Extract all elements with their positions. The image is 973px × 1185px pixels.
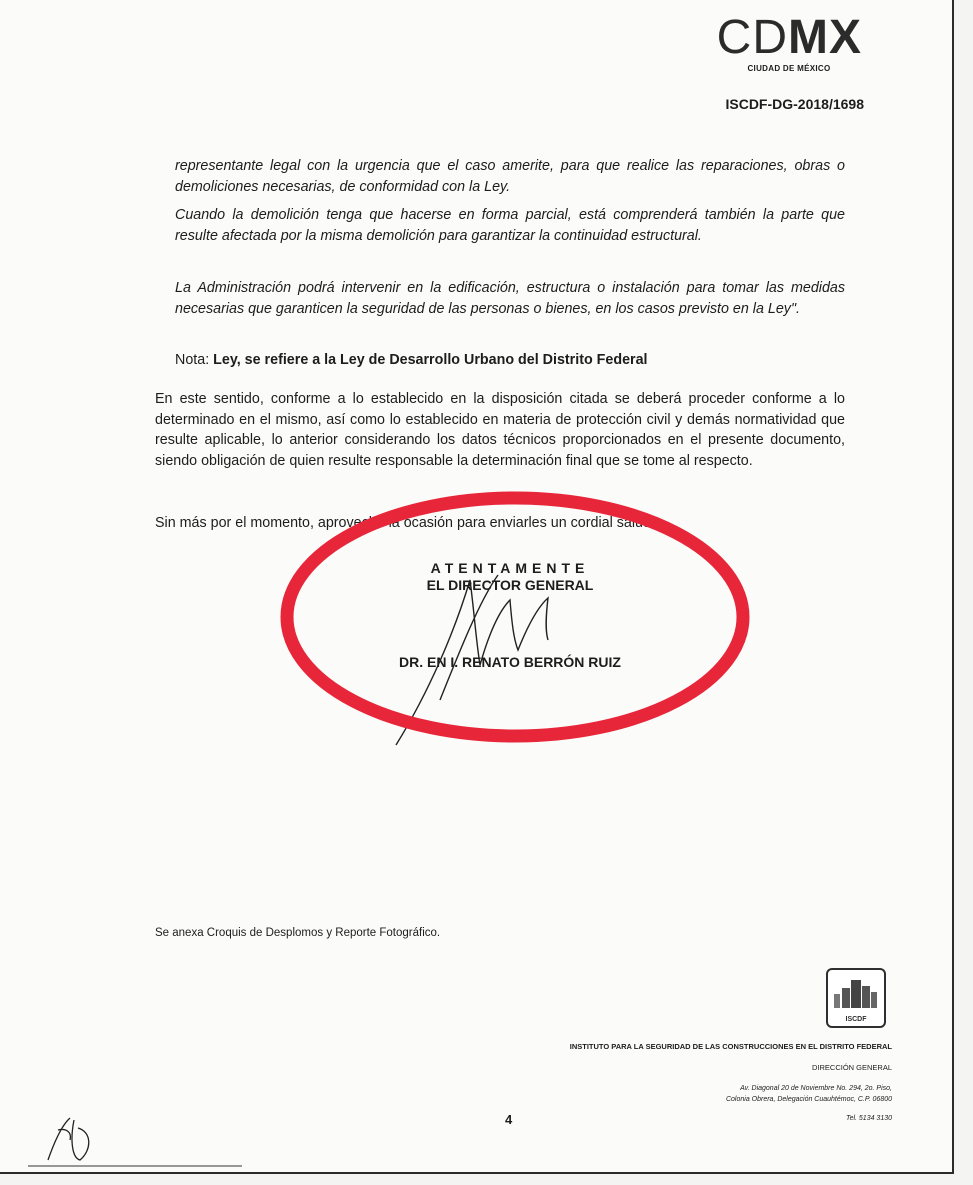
logo-wordmark xyxy=(686,11,862,64)
phone-number: Tel. 5134 3130 xyxy=(845,1115,892,1122)
quoted-paragraph-1: representante legal con la urgencia que el caso amerite, para que realice las reparaciones, obras o demoliciones necesarias, de conformidad con la Ley. xyxy=(175,158,845,195)
document-reference: ISCDF-DG-2018/1698 xyxy=(725,96,864,112)
institute-name: INSTITUTO PARA LA SEGURIDAD DE LAS CONSTRUCCIONES EN EL DISTRITO FEDERAL xyxy=(569,1042,892,1051)
address-line-1: Av. Diagonal 20 de Noviembre No. 294, 2o. Piso, xyxy=(740,1085,892,1092)
quoted-paragraph-3: La Administración podrá intervenir en la edificación, estructura o instalación para tomar las medidas necesarias que garanticen la seguridad de las personas o bienes, en los casos previsto en la Ley". xyxy=(175,280,845,317)
building-icon xyxy=(828,970,884,1014)
department-name: DIRECCIÓN GENERAL xyxy=(811,1063,892,1072)
signer-title: EL DIRECTOR GENERAL xyxy=(426,577,594,593)
note-label: Nota: xyxy=(175,352,210,368)
iscdf-seal-logo xyxy=(826,968,886,1028)
annex-note: Se anexa Croquis de Desplomos y Reporte Fotográfico. xyxy=(155,927,441,939)
note xyxy=(175,352,845,368)
logo-part-cd: CD xyxy=(716,11,788,64)
note-text: Ley, se refiere a la Ley de Desarrollo Urbano del Distrito Federal xyxy=(213,352,648,368)
seal-label: ISCDF xyxy=(845,1016,867,1023)
cdmx-logo xyxy=(686,11,862,73)
quoted-paragraph-2: Cuando la demolición tenga que hacerse en forma parcial, está comprenderá también la parte que resulte afectada por la misma demolición para garantizar la continuidad estructural. xyxy=(175,207,845,244)
main-paragraph: En este sentido, conforme a lo establecido en la disposición citada se deberá proceder conforme a lo determinado en el mismo, así como lo establecido en materia de protección civil y demás normatividad que resulte aplicable, lo anterior considerando los datos técnicos proporcionados en el presente documento, siendo obligación de quien resulte responsable la determinación final que se tome al respecto. xyxy=(155,391,845,469)
logo-subtitle: CIUDAD DE MÉXICO xyxy=(747,64,831,73)
logo-part-mx: MX xyxy=(788,11,862,64)
address-line-2: Colonia Obrera, Delegación Cuauhtémoc, C.P. 06800 xyxy=(725,1096,892,1103)
signer-name: DR. EN I. RENATO BERRÓN RUIZ xyxy=(399,654,621,670)
page-number: 4 xyxy=(505,1112,513,1127)
signature-block xyxy=(360,560,660,593)
closing-line: Sin más por el momento, aprovecho la ocasión para enviarles un cordial saludo. xyxy=(155,515,663,531)
salutation: ATENTAMENTE xyxy=(430,560,590,576)
